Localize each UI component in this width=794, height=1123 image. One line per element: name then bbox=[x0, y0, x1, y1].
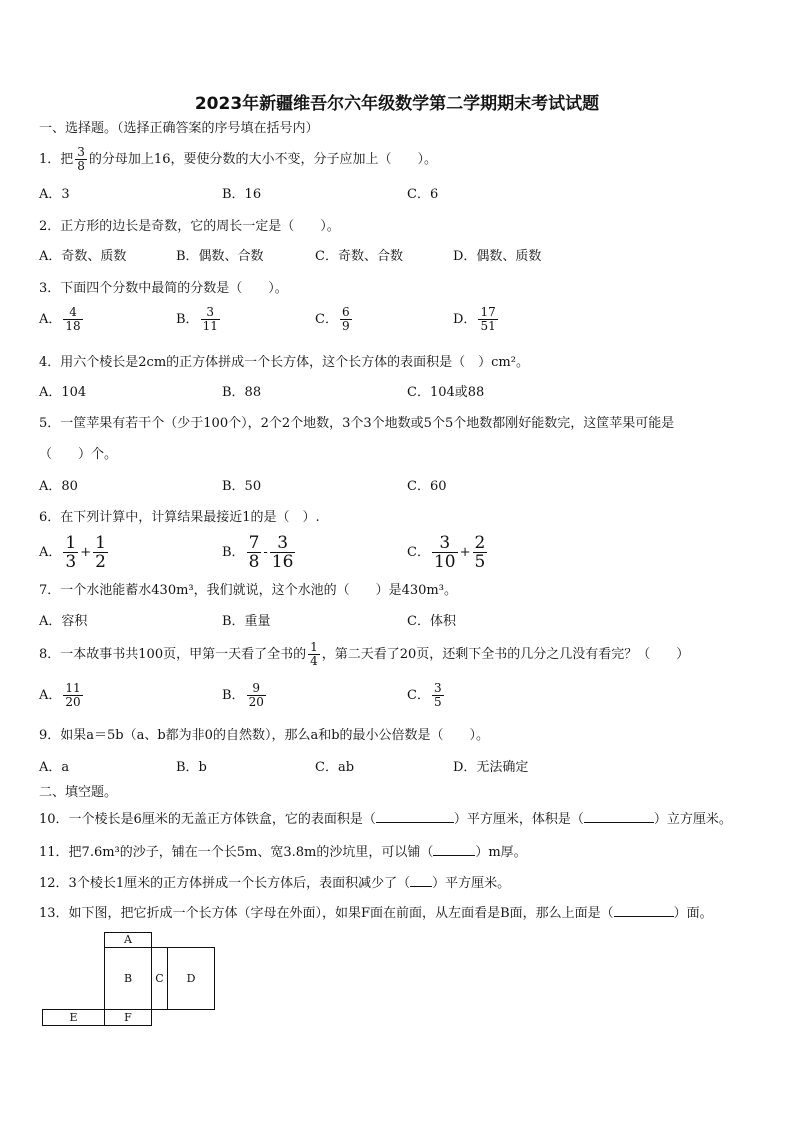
question-13-part: 13．如下图，把它折成一个长方体（字母在外面），如果F面在前面，从左面看是B面，那么上面是（ bbox=[39, 906, 614, 921]
option-a: A．奇数、质数 bbox=[39, 249, 127, 264]
net-face-b: B bbox=[104, 947, 152, 1010]
denominator: 20 bbox=[248, 695, 264, 709]
numerator: 2 bbox=[474, 533, 486, 553]
operator: + bbox=[459, 545, 471, 560]
question-8-pre: 8．一本故事书共100页，甲第一天看了全书的 bbox=[39, 647, 307, 662]
section-heading-fill: 二、填空题。 bbox=[39, 785, 118, 800]
fraction bbox=[432, 682, 444, 709]
option-a: A．a bbox=[39, 760, 70, 775]
option-b: B．b bbox=[176, 760, 207, 775]
question-4: 4．用六个棱长是2cm的正方体拼成一个长方体，这个长方体的表面积是（ ）cm²。 bbox=[39, 355, 529, 370]
answer-blank bbox=[614, 904, 674, 917]
denominator: 18 bbox=[65, 319, 81, 333]
numerator: 3 bbox=[201, 306, 220, 320]
question-12-part: 12．3个棱长1厘米的正方体拼成一个长方体后，表面积减少了（ bbox=[39, 876, 411, 891]
answer-blank bbox=[376, 810, 454, 823]
option-a bbox=[39, 306, 85, 333]
fraction bbox=[201, 306, 220, 333]
denominator: 2 bbox=[95, 552, 106, 572]
option-c bbox=[315, 306, 354, 333]
denominator: 9 bbox=[341, 319, 350, 333]
numerator: 6 bbox=[341, 305, 350, 319]
option-c: C．104或88 bbox=[407, 385, 485, 400]
denominator: 16 bbox=[271, 552, 294, 572]
answer-blank bbox=[584, 810, 654, 823]
fraction bbox=[432, 534, 458, 571]
numerator: 1 bbox=[310, 640, 318, 654]
question-3: 3．下面四个分数中最简的分数是（ ）。 bbox=[39, 281, 288, 296]
fraction bbox=[270, 534, 296, 571]
fraction bbox=[63, 534, 78, 571]
numerator: 3 bbox=[432, 534, 458, 553]
denominator: 5 bbox=[433, 695, 442, 709]
fraction bbox=[93, 534, 108, 571]
option-b: B．50 bbox=[222, 479, 262, 494]
fraction bbox=[247, 682, 266, 709]
option-c: C．60 bbox=[407, 479, 447, 494]
section-heading-choice: 一、选择题。（选择正确答案的序号填在括号内） bbox=[39, 121, 319, 136]
numerator: 3 bbox=[270, 534, 296, 553]
question-1-pre: 1．把 bbox=[39, 152, 74, 167]
denominator: 10 bbox=[433, 552, 456, 572]
denominator: 4 bbox=[310, 654, 318, 668]
operator: + bbox=[80, 545, 92, 560]
page-title: 2023年新疆维吾尔六年级数学第二学期期末考试试题 bbox=[194, 94, 600, 114]
question-6: 6．在下列计算中，计算结果最接近1的是（ ）. bbox=[39, 510, 320, 525]
question-10 bbox=[39, 810, 732, 829]
net-face-a: A bbox=[104, 932, 152, 948]
option-b: B．88 bbox=[222, 385, 262, 400]
numerator: 4 bbox=[63, 306, 82, 320]
operator: - bbox=[263, 545, 268, 560]
net-face-d: D bbox=[167, 947, 215, 1010]
fraction bbox=[63, 682, 82, 709]
net-face-f: F bbox=[104, 1009, 152, 1026]
answer-blank bbox=[410, 874, 432, 887]
fraction bbox=[308, 641, 320, 668]
net-face-c: C bbox=[151, 947, 168, 1010]
fraction bbox=[75, 146, 87, 173]
option-a: A．容积 bbox=[39, 614, 88, 629]
option-a: A．80 bbox=[39, 479, 78, 494]
net-face-e: E bbox=[42, 1009, 105, 1026]
option-label: B． bbox=[176, 312, 199, 327]
answer-blank bbox=[433, 843, 475, 856]
denominator: 3 bbox=[65, 552, 77, 572]
option-c: C．体积 bbox=[407, 614, 456, 629]
numerator: 17 bbox=[480, 305, 496, 319]
option-label: A． bbox=[39, 312, 62, 327]
option-b bbox=[176, 306, 222, 333]
option-label: B． bbox=[222, 688, 245, 703]
numerator: 1 bbox=[65, 533, 77, 553]
option-b: B．重量 bbox=[222, 614, 271, 629]
fraction bbox=[473, 534, 488, 571]
question-11-part: 11．把7.6m³的沙子，铺在一个长5m、宽3.8m的沙坑里，可以铺（ bbox=[39, 845, 434, 860]
numerator: 7 bbox=[248, 533, 260, 553]
denominator: 51 bbox=[480, 319, 496, 333]
option-c: C．ab bbox=[315, 760, 355, 775]
question-5-line-1: 5．一筐苹果有若干个（少于100个），2个2个地数，3个3个地数或5个5个地数都刚好能数完，这筐苹果可能是 bbox=[39, 416, 675, 431]
question-12 bbox=[39, 874, 510, 893]
fraction bbox=[247, 534, 262, 571]
option-label: D． bbox=[453, 312, 477, 327]
fraction bbox=[63, 306, 82, 333]
option-d: D．偶数、质数 bbox=[453, 249, 542, 264]
option-a: A．3 bbox=[39, 187, 70, 202]
option-c bbox=[407, 534, 489, 571]
option-label: C． bbox=[407, 688, 430, 703]
question-7: 7．一个水池能蓄水430m³，我们就说，这个水池的（ ）是430m³。 bbox=[39, 583, 457, 598]
option-c: C．奇数、合数 bbox=[315, 249, 403, 264]
option-label: A． bbox=[39, 688, 62, 703]
option-label: C． bbox=[315, 312, 338, 327]
option-b bbox=[222, 682, 268, 709]
question-1 bbox=[39, 146, 437, 173]
option-c bbox=[407, 682, 446, 709]
option-label: A． bbox=[39, 545, 62, 560]
option-label: B． bbox=[222, 545, 245, 560]
question-1-post: 的分母加上16，要使分数的大小不变，分子应加上（ ）。 bbox=[88, 152, 437, 167]
denominator: 20 bbox=[65, 695, 81, 709]
numerator: 1 bbox=[95, 533, 106, 553]
option-c: C．6 bbox=[407, 187, 439, 202]
numerator: 11 bbox=[65, 681, 81, 695]
option-a bbox=[39, 534, 110, 571]
question-8 bbox=[39, 641, 689, 668]
question-11 bbox=[39, 843, 527, 862]
question-5-line-2: （ ）个。 bbox=[39, 447, 118, 462]
denominator: 11 bbox=[202, 319, 218, 333]
option-a: A．104 bbox=[39, 385, 87, 400]
option-b: B．16 bbox=[222, 187, 262, 202]
question-13-part: ）面。 bbox=[673, 906, 713, 921]
numerator: 3 bbox=[77, 145, 85, 159]
numerator: 3 bbox=[433, 681, 442, 695]
option-d: D．无法确定 bbox=[453, 760, 529, 775]
question-8-post: ，第二天看了20页，还剩下全书的几分之几没有看完？（ ） bbox=[321, 647, 690, 662]
fraction bbox=[478, 306, 497, 333]
question-9: 9．如果a＝5b（a、b都为非0的自然数），那么a和b的最小公倍数是（ ）。 bbox=[39, 728, 490, 743]
option-label: C． bbox=[407, 545, 430, 560]
denominator: 5 bbox=[474, 552, 486, 572]
denominator: 8 bbox=[248, 552, 260, 572]
numerator: 9 bbox=[247, 682, 266, 696]
question-12-part: ）平方厘米。 bbox=[432, 876, 511, 891]
option-a bbox=[39, 682, 85, 709]
question-13 bbox=[39, 904, 713, 923]
denominator: 8 bbox=[77, 159, 85, 173]
option-b: B．偶数、合数 bbox=[176, 249, 264, 264]
question-10-part: ）平方厘米，体积是（ bbox=[453, 812, 584, 827]
question-10-part: ）立方厘米。 bbox=[653, 812, 732, 827]
option-b bbox=[222, 534, 297, 571]
fraction bbox=[340, 306, 352, 333]
question-10-part: 10．一个棱长是6厘米的无盖正方体铁盒，它的表面积是（ bbox=[39, 812, 376, 827]
question-11-part: ）m厚。 bbox=[475, 845, 527, 860]
option-d bbox=[453, 306, 500, 333]
question-2: 2．正方形的边长是奇数，它的周长一定是（ ）。 bbox=[39, 219, 340, 234]
